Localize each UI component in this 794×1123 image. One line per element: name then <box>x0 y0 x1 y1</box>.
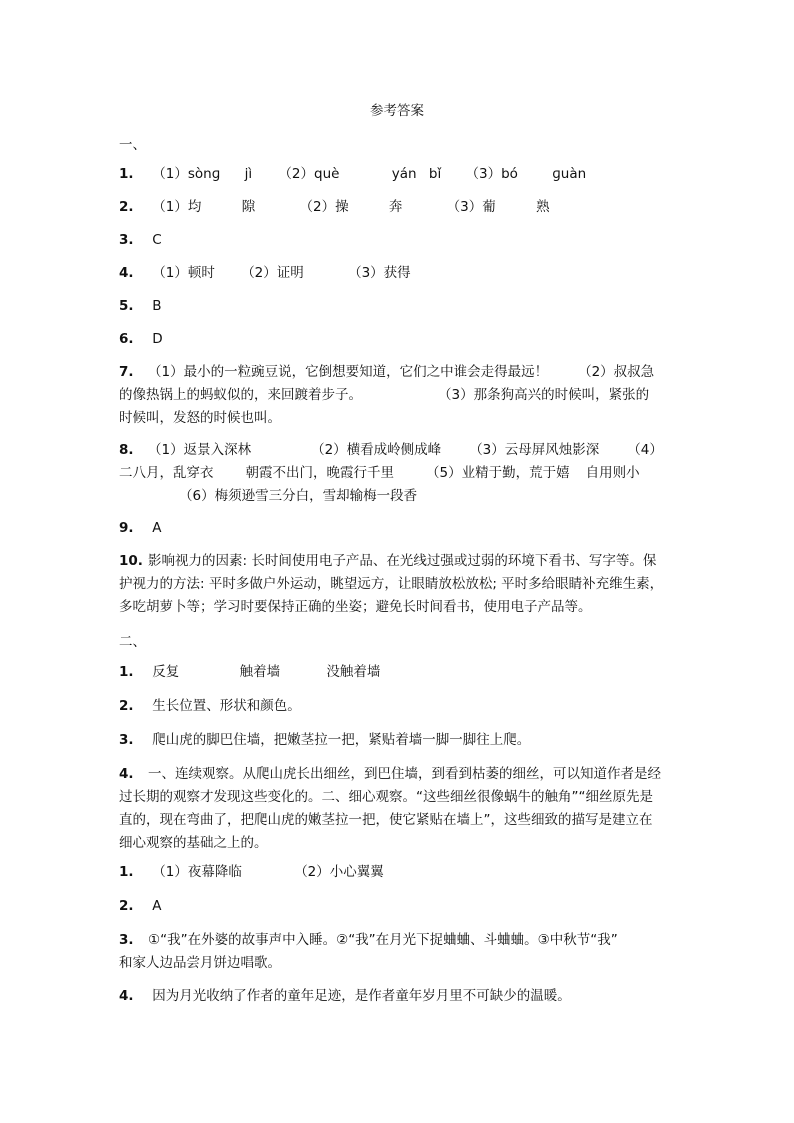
question-number: 9. <box>119 520 134 536</box>
question-number: 3. <box>119 232 134 248</box>
question-number: 3. <box>119 732 134 748</box>
question-number: 6. <box>119 331 134 347</box>
answer-3-3: 3. ①“我”在外婆的故事声中入睡。②“我”在月光下捉蛐蛐、斗蛐蛐。③中秋节“我” 和家人边品尝月饼边唱歌。 <box>119 929 679 975</box>
answer-1-10: 10. 影响视力的因素: 长时间使用电子产品、在光线过强或过弱的环境下看书、写字等。保 护视力的方法: 平时多做户外运动，眺望远方，让眼睛放松放松; 平时多给眼睛补充维生素， 多吃胡萝卜等；学习时要保持正确的坐姿；避免长时间看书，使用电子产品等。 <box>119 550 679 619</box>
question-number: 8. <box>119 442 134 458</box>
answer-1-6: 6. D <box>119 328 679 351</box>
answer-2-1: 1. 反复 触着墙 没触着墙 <box>119 661 679 684</box>
question-number: 5. <box>119 298 134 314</box>
question-number: 4. <box>119 766 134 782</box>
question-number: 1. <box>119 864 134 880</box>
answer-1-4: 4. （1）顿时 （2）证明 （3）获得 <box>119 262 679 285</box>
question-number: 1. <box>119 664 134 680</box>
question-number: 10. <box>119 553 143 569</box>
answer-1-5: 5. B <box>119 295 679 318</box>
answer-1-9: 9. A <box>119 517 679 540</box>
question-number: 2. <box>119 898 134 914</box>
answer-1-8: 8. （1）返景入深林 （2）横看成岭侧成峰 （3）云母屏风烛影深 （4） 二八月，乱穿衣 朝霞不出门，晚霞行千里 （5）业精于勤，荒于嬉 自用则小 （6）梅须逊雪三分白，雪却输梅一段香 <box>119 439 679 508</box>
question-number: 1. <box>119 166 134 182</box>
answer-3-1: 1. （1）夜幕降临 （2）小心翼翼 <box>119 861 679 884</box>
question-number: 7. <box>119 364 134 380</box>
answer-1-1: 1. （1）sònɡ jì （2）què yán bǐ （3）bó ɡuàn <box>119 163 679 186</box>
answer-3-2: 2. A <box>119 895 679 918</box>
section-heading-1: 一、 <box>119 137 146 153</box>
page-title: 参考答案 <box>370 103 424 119</box>
section-heading-2: 二、 <box>119 634 146 650</box>
answer-2-4: 4. 一、连续观察。从爬山虎长出细丝，到巴住墙，到看到枯萎的细丝，可以知道作者是经 过长期的观察才发现这些变化的。二、细心观察。“这些细丝很像蜗牛的触角”“细丝原先是 直的，现在弯曲了，把爬山虎的嫩茎拉一把，使它紧贴在墙上”，这些细致的描写是建立在 细心观察的基础之上的。 <box>119 763 679 855</box>
answer-1-3: 3. C <box>119 229 679 252</box>
answer-1-7: 7. （1）最小的一粒豌豆说，它倒想要知道，它们之中谁会走得最远！ （2）叔叔急 的像热锅上的蚂蚁似的，来回踱着步子。 （3）那条狗高兴的时候叫，紧张的 时候叫，发怒的时候也叫。 <box>119 361 679 430</box>
answer-1-2: 2. （1）均 隙 （2）操 奔 （3）葡 熟 <box>119 196 679 219</box>
question-number: 4. <box>119 265 134 281</box>
answer-2-2: 2. 生长位置、形状和颜色。 <box>119 695 679 718</box>
question-number: 3. <box>119 932 134 948</box>
answer-3-4: 4. 因为月光收纳了作者的童年足迹，是作者童年岁月里不可缺少的温暖。 <box>119 985 679 1008</box>
question-number: 2. <box>119 199 134 215</box>
answer-2-3: 3. 爬山虎的脚巴住墙，把嫩茎拉一把，紧贴着墙一脚一脚往上爬。 <box>119 729 679 752</box>
question-number: 2. <box>119 698 134 714</box>
question-number: 4. <box>119 988 134 1004</box>
